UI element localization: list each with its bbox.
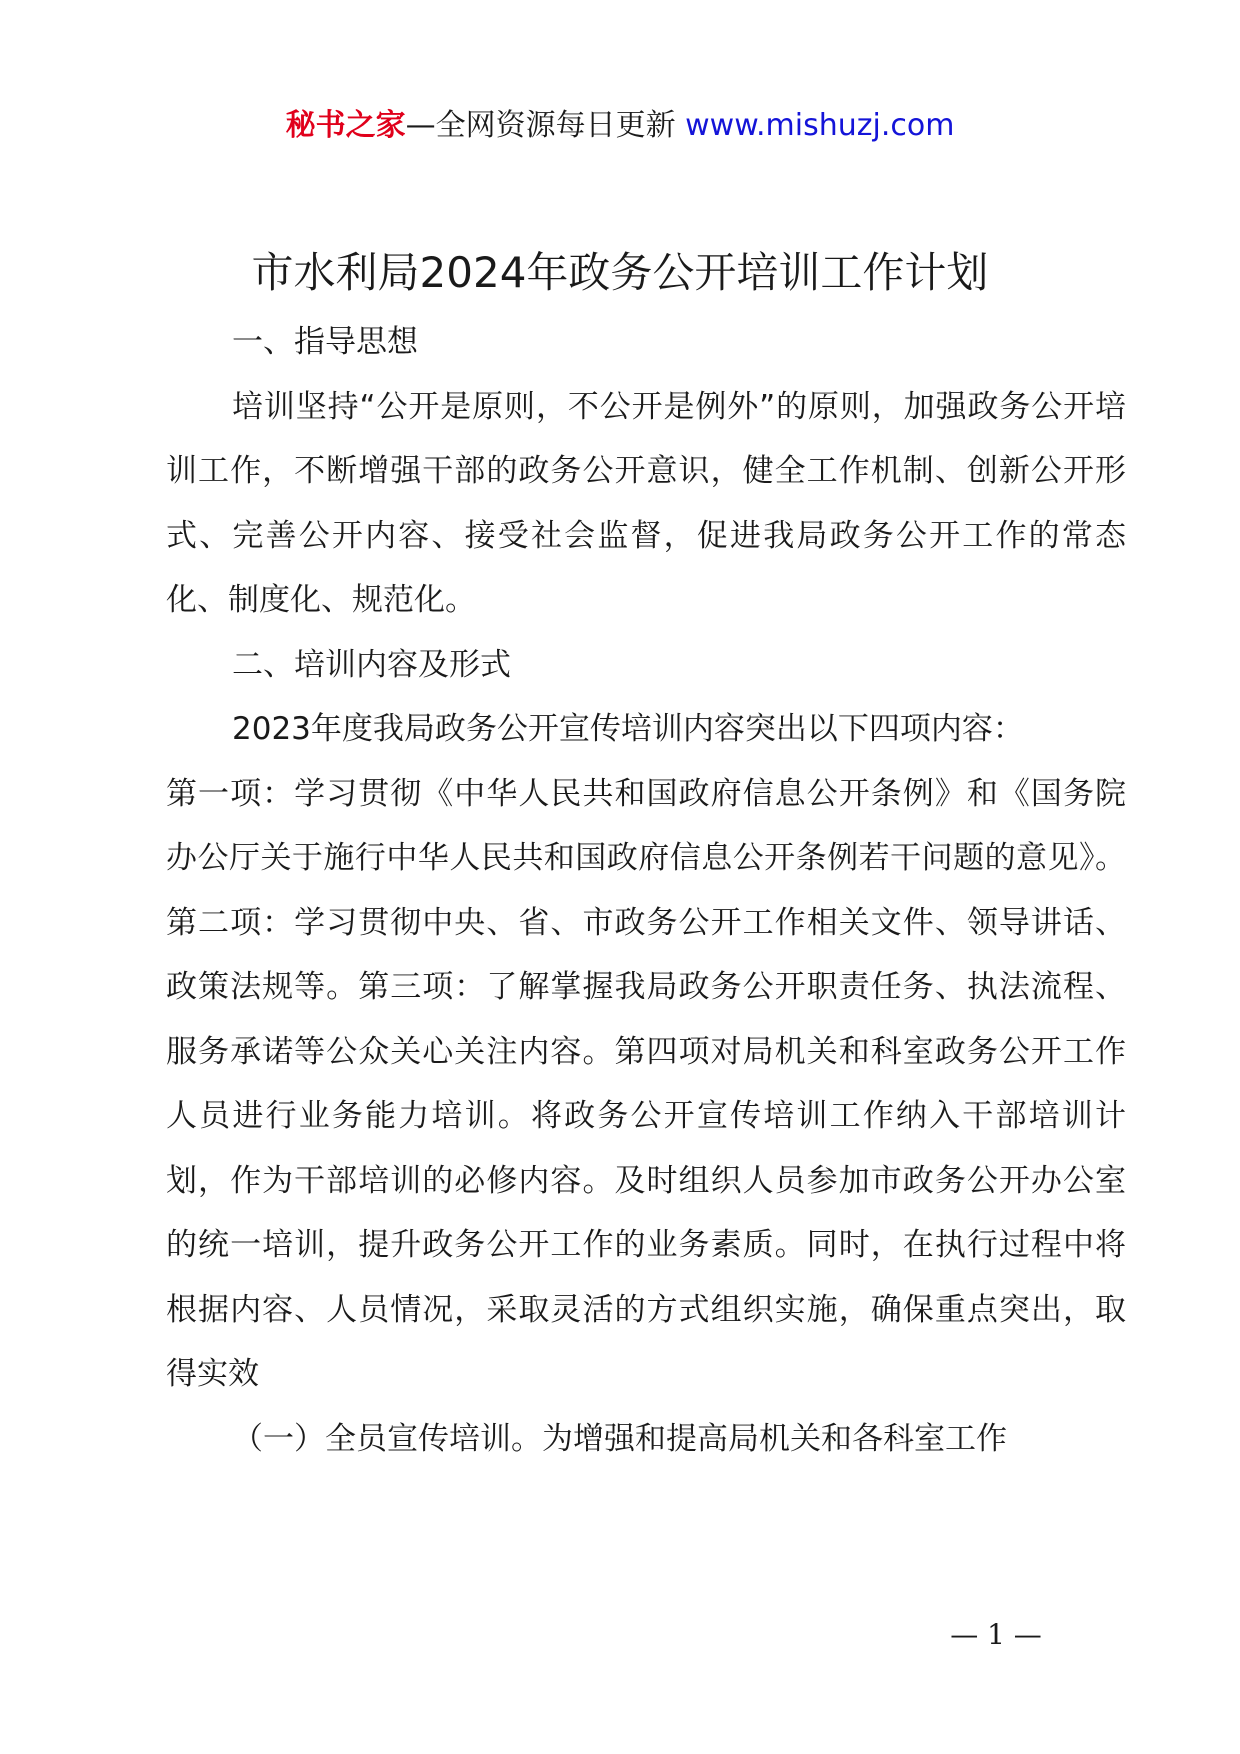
page-header [0, 100, 1240, 144]
page-number: — 1 — [950, 1618, 1042, 1651]
paragraph-training-items: 第一项：学习贯彻《中华人民共和国政府信息公开条例》和《国务院办公厅关于施行中华人民共和国政府信息公开条例若干问题的意见》。第二项：学习贯彻中央、省、市政务公开工作相关文件、领导讲话、政策法规等。第三项：了解掌握我局政务公开职责任务、执法流程、服务承诺等公众关心关注内容。第四项对局机关和科室政务公开工作人员进行业务能力培训。将政务公开宣传培训工作纳入干部培训计划，作为干部培训的必修内容。及时组织人员参加市政务公开办公室的统一培训，提升政务公开工作的业务素质。同时，在执行过程中将根据内容、人员情况，采取灵活的方式组织实施，确保重点突出，取得实效 [166, 775, 1126, 1392]
paragraph-guiding-ideology: 培训坚持“公开是原则，不公开是例外”的原则，加强政务公开培训工作，不断增强干部的政务公开意识，健全工作机制、创新公开形式、完善公开内容、接受社会监督，促进我局政务公开工作的常态化、制度化、规范化。 [166, 388, 1126, 618]
paragraph-subsection-all-staff: （一）全员宣传培训。为增强和提高局机关和各科室工作 [232, 1420, 1007, 1457]
document-title: 市水利局2024年政务公开培训工作计划 [251, 248, 989, 297]
section-heading-guiding-ideology: 一、指导思想 [232, 324, 418, 360]
site-url-link[interactable]: www.mishuzj.com [685, 108, 955, 143]
paragraph-training-intro: 2023年度我局政务公开宣传培训内容突出以下四项内容： [232, 711, 1024, 747]
header-tagline: —全网资源每日更新 [405, 108, 676, 143]
section-heading-training-content: 二、培训内容及形式 [232, 646, 511, 683]
brand-name: 秘书之家 [285, 108, 406, 143]
document-body [166, 310, 1126, 1471]
